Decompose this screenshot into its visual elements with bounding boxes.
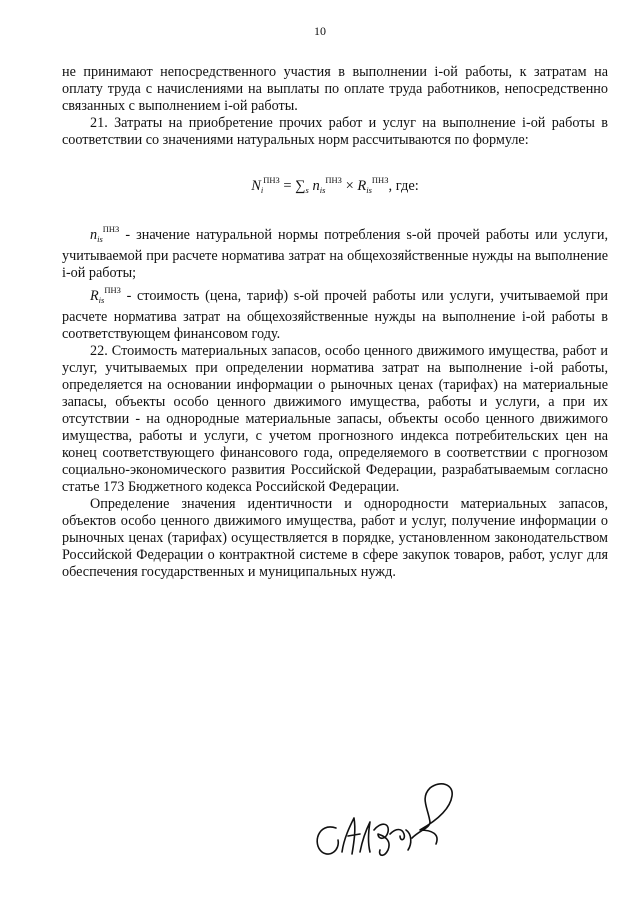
- definition-r-symbol: R: [90, 288, 99, 304]
- formula-n: n: [312, 178, 320, 194]
- definition-r-text: - стоимость (цена, тариф) s-ой прочей работы или услуги, учитываемой при расчете норматива затрат на общехозяйственные нужды на выполнение i-ой работы в соответствующем финансовом году.: [62, 288, 608, 342]
- definition-n-symbol: n: [90, 227, 98, 243]
- formula-r-index: is: [366, 185, 372, 195]
- formula-lhs-superscript: ПНЗ: [263, 175, 280, 185]
- signature-image: [308, 778, 468, 868]
- formula-sum-index: s: [305, 185, 309, 195]
- definition-n-index: is: [97, 234, 103, 244]
- definition-n: [62, 221, 608, 282]
- formula: [62, 172, 608, 199]
- formula-r: R: [357, 178, 367, 194]
- definition-n-superscript: ПНЗ: [102, 224, 120, 234]
- formula-n-index: is: [319, 185, 326, 195]
- formula-n-superscript: ПНЗ: [325, 175, 342, 185]
- formula-lhs-index: i: [260, 185, 264, 195]
- formula-lhs: N: [251, 178, 261, 194]
- formula-times: ×: [345, 178, 358, 194]
- definition-r: [62, 282, 608, 343]
- paragraph-continuation: не принимают непосредственного участия в выполнении i-ой работы, к затратам на оплату труда с начислениями на выплаты по оплате труда работников, непосредственно связанных с выполнением i-ой работы.: [62, 64, 608, 114]
- definition-n-text: - значение натуральной нормы потребления s-ой прочей работы или услуги, учитываемой при расчете норматива затрат на общехозяйственные нужды на выполнение i-ой работы;: [62, 227, 608, 281]
- document-body: [62, 64, 608, 581]
- paragraph-21: 21. Затраты на приобретение прочих работ и услуг на выполнение i-ой работы в соответствии со значениями натуральных норм рассчитываются по формуле:: [62, 115, 608, 148]
- definition-r-index: is: [98, 295, 105, 305]
- formula-r-superscript: ПНЗ: [371, 175, 389, 185]
- page-number: 10: [314, 24, 326, 38]
- formula-tail: , где:: [388, 178, 419, 194]
- formula-equals-sum: = ∑: [283, 178, 306, 194]
- paragraph-final: Определение значения идентичности и однородности материальных запасов, объектов особо ценного движимого имущества, работ и услуг, получение информации о рыночных ценах (тарифах) осуществляется в порядке, установленном законодательством Российской Федерации о контрактной системе в сфере закупок товаров, работ, услуг для обеспечения государственных и муниципальных нужд.: [62, 496, 608, 580]
- paragraph-22: 22. Стоимость материальных запасов, особо ценного движимого имущества, работ и услуг, учитываемых при определении норматива затрат на выполнение i-ой работы, определяется на основании информации о рыночных ценах (тарифах) на материальные запасы, объекты особо ценного движимого имущества, работы и услуги, а при их отсутствии - на однородные материальные запасы, объекты особо ценного движимого имущества, работы и услуги, с учетом прогнозного индекса потребительских цен на конец соответствующего финансового года, определяемого в соответствии с прогнозом социально-экономического развития Российской Федерации, разрабатываемым согласно статье 173 Бюджетного кодекса Российской Федерации.: [62, 343, 608, 495]
- definition-r-superscript: ПНЗ: [104, 285, 121, 295]
